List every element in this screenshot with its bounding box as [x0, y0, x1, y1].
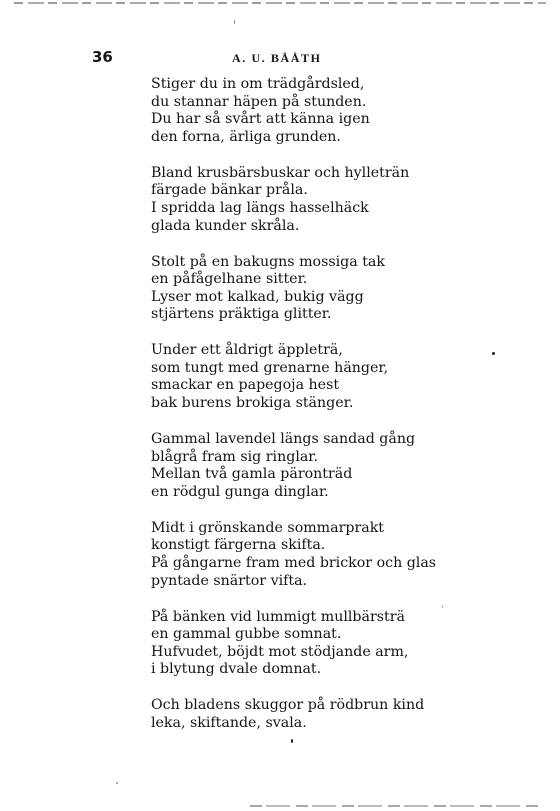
- scan-speck: [234, 20, 235, 24]
- poem-line: Under ett åldrigt äppleträ,: [151, 342, 343, 359]
- poem-line: leka, skiftande, svala.: [151, 714, 307, 731]
- poem-line: konstigt färgerna skifta.: [151, 537, 326, 554]
- stanza: [151, 520, 461, 590]
- scan-speck: [442, 605, 443, 608]
- stanza: [151, 254, 461, 324]
- poem-line: smackar en papegoja hest: [151, 377, 340, 394]
- poem-line: pyntade snärtor vifta.: [151, 572, 308, 589]
- page-top-edge: [14, 2, 546, 4]
- poem-line: Bland krusbärsbuskar och hylleträn: [151, 164, 410, 181]
- poem-line: Mellan två gamla päronträd: [151, 466, 353, 483]
- page-number: 36: [92, 48, 113, 66]
- scan-speck: [492, 352, 495, 355]
- poem-line: I spridda lag längs hasselhäck: [151, 199, 369, 216]
- stanza: [151, 697, 461, 732]
- poem-line: bak burens brokiga stänger.: [151, 395, 354, 412]
- poem-line: en rödgul gunga dinglar.: [151, 483, 329, 500]
- poem-line: Midt i grönskande sommarprakt: [151, 519, 384, 536]
- stanza: [151, 342, 461, 412]
- poem-line: en gammal gubbe somnat.: [151, 626, 342, 643]
- poem-line: Stiger du in om trädgårdsled,: [151, 76, 365, 92]
- poem-line: den forna, ärliga grunden.: [151, 128, 341, 145]
- stanza: [151, 76, 461, 146]
- poem-line: en påfågelhane sitter.: [151, 271, 308, 288]
- poem: [151, 76, 461, 751]
- running-head: A. U. BÅÅTH: [232, 51, 322, 65]
- poem-line: Gammal lavendel längs sandad gång: [151, 431, 416, 448]
- poem-line: Och bladens skuggor på rödbrun kind: [151, 697, 425, 714]
- poem-line: Lyser mot kalkad, bukig vägg: [151, 288, 364, 305]
- poem-line: Du har så svårt att känna igen: [151, 111, 370, 128]
- poem-line: På bänken vid lummigt mullbärsträ: [151, 608, 405, 625]
- poem-line: blågrå fram sig ringlar.: [151, 448, 319, 465]
- stanza: [151, 431, 461, 501]
- poem-line: Stolt på en bakugns mossiga tak: [151, 253, 385, 270]
- poem-line: som tungt med grenarne hänger,: [151, 359, 389, 376]
- poem-line: färgade bänkar pråla.: [151, 182, 308, 199]
- poem-line: Hufvudet, böjdt mot stödjande arm,: [151, 643, 409, 660]
- poem-line: stjärtens präktiga glitter.: [151, 306, 332, 323]
- stanza: [151, 609, 461, 679]
- scan-speck: [116, 782, 118, 784]
- page-bottom-edge: [250, 805, 540, 807]
- poem-line: På gångarne fram med brickor och glas: [151, 555, 437, 572]
- poem-line: du stannar häpen på stunden.: [151, 93, 367, 110]
- poem-line: glada kunder skråla.: [151, 217, 300, 234]
- scan-speck: [291, 739, 293, 743]
- poem-line: i blytung dvale domnat.: [151, 661, 322, 678]
- stanza: [151, 165, 461, 235]
